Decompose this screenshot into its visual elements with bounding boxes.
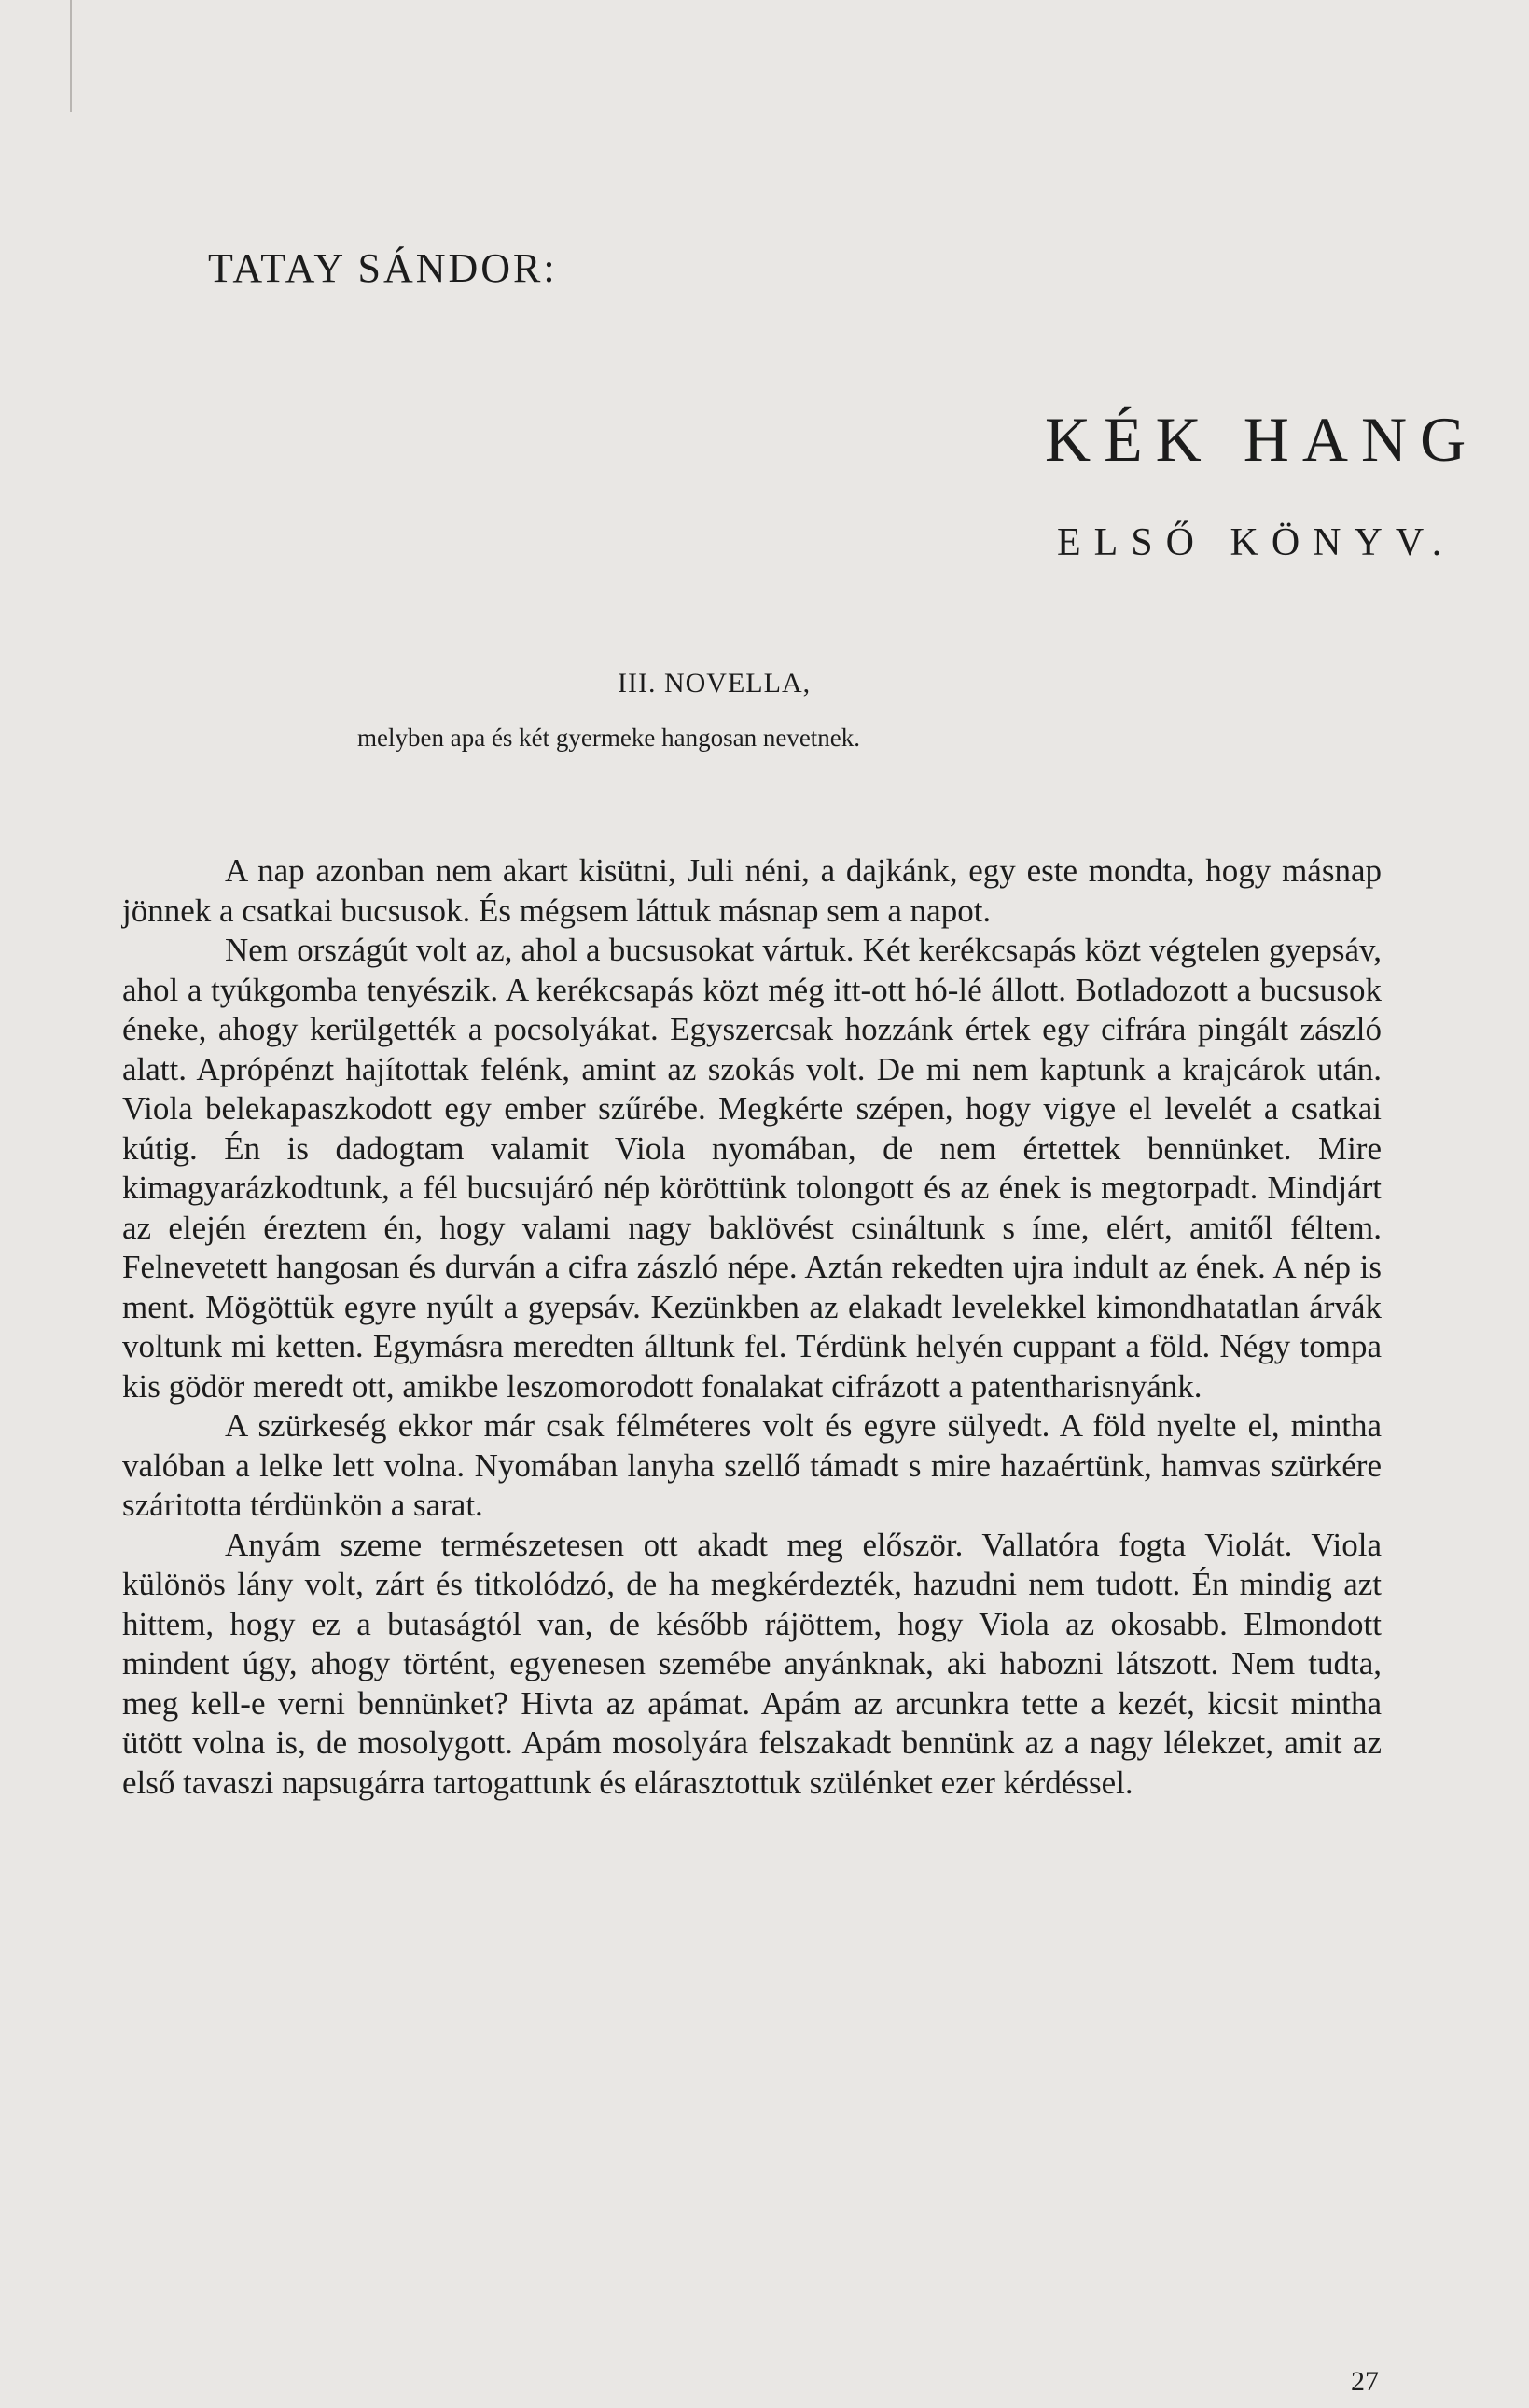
body-text — [122, 851, 1382, 1803]
author-name: TATAY SÁNDOR: — [208, 245, 558, 291]
subtitle: ELSŐ KÖNYV. — [1057, 521, 1455, 564]
paragraph-3: A szürkeség ekkor már csak félméteres volt és egyre sülyedt. A föld nyelte el, mintha valóban a lelke lett volna. Nyomában lanyha szellő támadt s mire hazaértünk, hamvas szürkére száritotta térdünkön a sarat. — [122, 1407, 1382, 1523]
margin-mark — [70, 0, 72, 112]
paragraph-4: Anyám szeme természetesen ott akadt meg először. Vallatóra fogta Violát. Viola különös lány volt, zárt és titkolódzó, de ha megkérdezték, hazudni nem tudott. Én mindig azt hittem, hogy ez a butaságtól van, de később rájöttem, hogy Viola az okosabb. Elmondott mindent úgy, ahogy történt, egyenesen szemébe anyánknak, aki habozni látszott. Nem tudta, meg kell-e verni bennünket? Hivta az apámat. Apám az arcunkra tette a kezét, kicsit mintha ütött volna is, de mosolygott. Apám mosolyára felszakadt bennünk az a nagy lélekzet, amit az első tavaszi napsugárra tartogattunk és elárasztottuk szülénket ezer kérdéssel. — [122, 1526, 1382, 1801]
title: KÉK HANG — [1045, 404, 1480, 475]
dedication-line: melyben apa és két gyermeke hangosan nevetnek. — [357, 724, 861, 752]
novella-heading: III. NOVELLA, — [618, 668, 812, 699]
paragraph-2: Nem országút volt az, ahol a bucsusokat vártuk. Két kerékcsapás közt végtelen gyepsáv, ahol a tyúkgomba tenyészik. A kerékcsapás közt még itt-ott hó-lé állott. Botladozott a bucsusok éneke, ahogy kerülgették a pocsolyákat. Egyszercsak hozzánk értek egy cifrára pingált zászló alatt. Aprópénzt hajítottak felénk, amint az szokás volt. De mi nem kaptunk a krajcárok után. Viola belekapaszkodott egy ember szűrébe. Megkérte szépen, hogy vigye el levelét a csatkai kútig. Én is dadogtam valamit Viola nyomában, de nem értettek bennünket. Mire kimagyarázkodtunk, a fél bucsujáró nép köröttünk tolongott és az ének is megtorpadt. Mindjárt az elején éreztem én, hogy valami nagy baklövést csináltunk s íme, elért, amitől féltem. Felnevetett hangosan és durván a cifra zászló népe. Aztán rekedten ujra indult az ének. A nép is ment. Mögöttük egyre nyúlt a gyepsáv. Kezünkben az elakadt levelekkel kimondhatatlan árvák voltunk mi ketten. Egymásra meredten álltunk fel. Térdünk helyén cuppant a föld. Négy tompa kis gödör meredt ott, amikbe leszomorodott fonalakat cifrázott a patentharisnyánk. — [122, 932, 1382, 1405]
paragraph-1: A nap azonban nem akart kisütni, Juli néni, a dajkánk, egy este mondta, hogy másnap jönnek a csatkai bucsusok. És mégsem láttuk másnap sem a napot. — [122, 852, 1382, 929]
page-number: 27 — [1351, 2366, 1379, 2397]
